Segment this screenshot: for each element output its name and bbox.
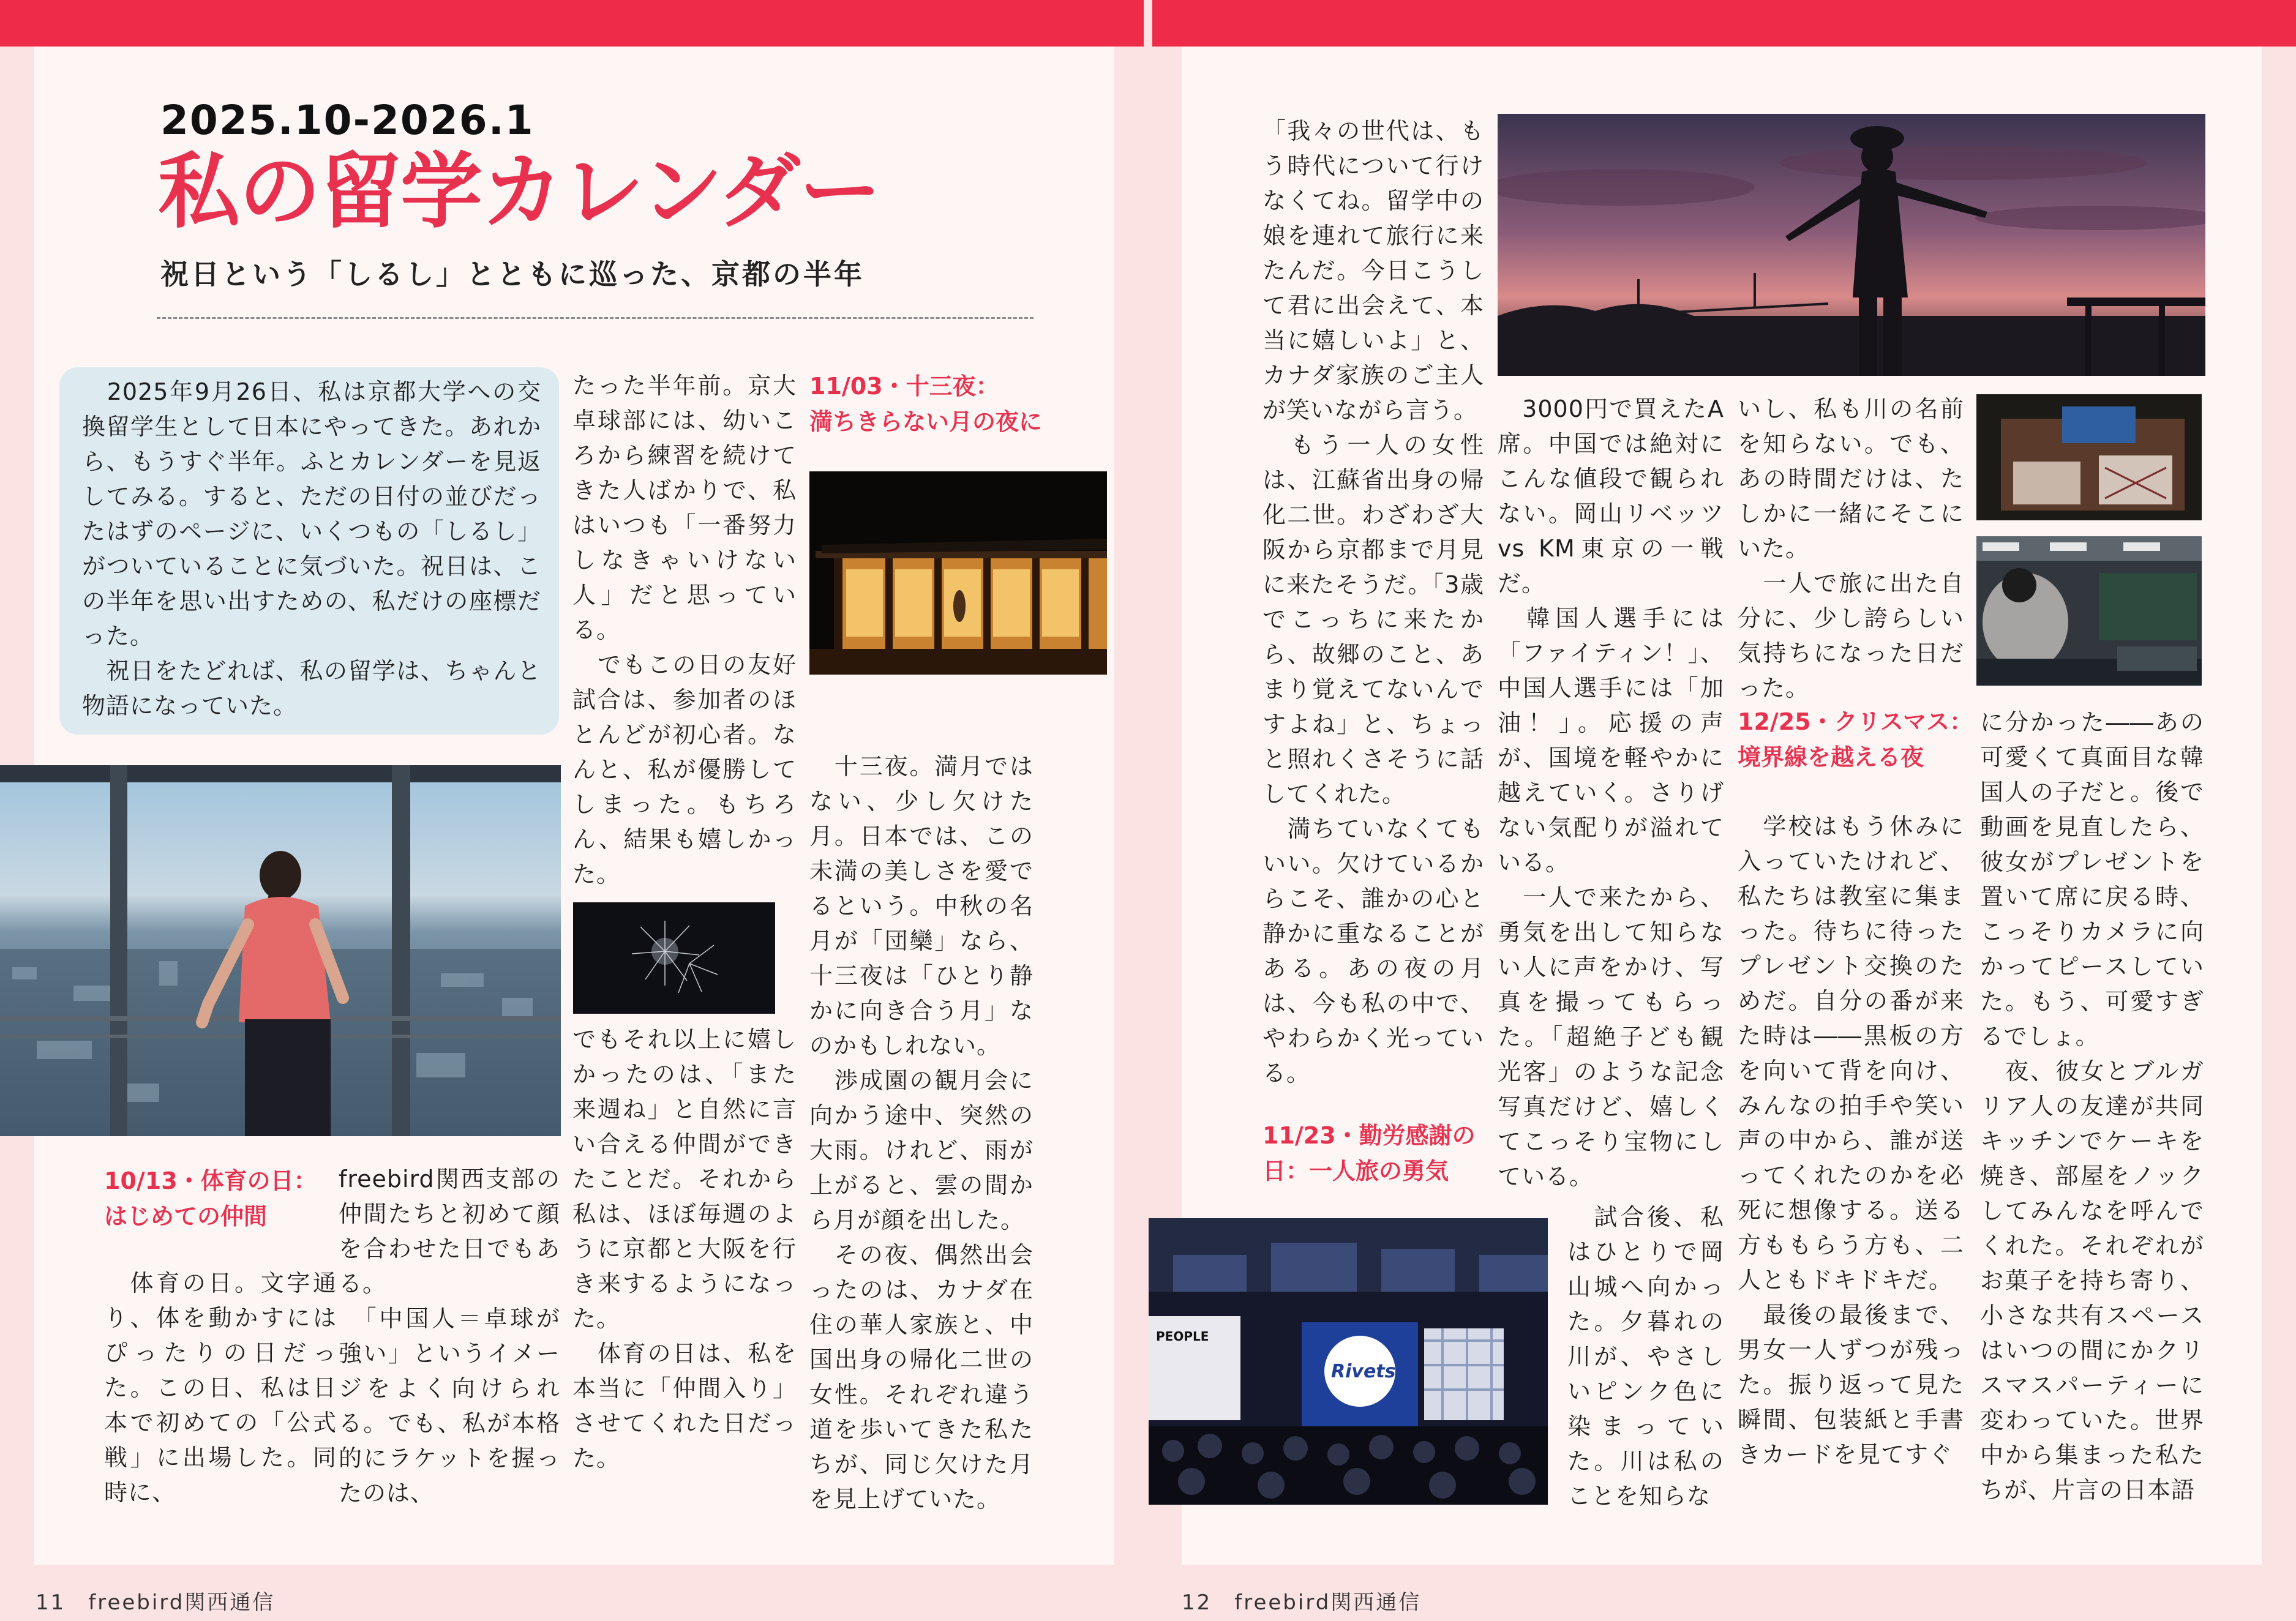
top-bar-left [0, 0, 1144, 47]
col-c2: でもそれ以上に嬉しかったのは、「また来週ね」と自然に言い合える仲間ができたことだ。それから私は、ほぼ毎週のように京都と大阪を行き来するようになった。 体育の日は、私を本当に「仲間入り」させてくれた日だった。 [572, 1026, 797, 1472]
footer-right: 12 freebird関西通信 [1182, 1590, 1422, 1615]
heading-1123: 11/23・勤労感謝の 日：一人旅の勇気 [1262, 1122, 1476, 1185]
heading-1103: 11/03・十三夜： 満ちきらない月の夜に [809, 373, 1043, 435]
col-d: 十三夜。満月ではない、少し欠けた月。日本では、この未満の美しさを愛でるという。中秋の名月が「団欒」なら、十三夜は「ひとり静かに向き合う月」なのかもしれない。 渉成園の観月会に向かう途中、突然の大雨。けれど、雨が上がると、雲の間から月が顔を出した。 その夜、偶然出会ったのは、カナダ在住の華人家族と、中国出身の帰化二世の女性。それぞれ違う道を歩いてきた私たちが、同じ欠けた月を見上げていた。 [809, 753, 1034, 1513]
col-a: 体育の日。文字通り、体を動かすにはぴったりの日だった。この日、私は日本で初めての「公式戦」に出場した。同時に、 [104, 1270, 337, 1506]
photo-tabletennis-arena [1149, 1218, 1548, 1505]
col-h2: 学校はもう休みに入っていたけれど、私たちは教室に集まった。待ちに待ったプレゼント交換のためだ。自分の番が来た時は――黒板の方を向いて背を向け、みんなの拍手や笑い声の中から、誰が送ってくれたのかを必死に想像する。送る方ももらう方も、二人ともドキドキだ。 最後の最後まで、男女一人ずつが残った。振り返って見た瞬間、包装紙と手書きカードを見てすぐ [1738, 813, 1964, 1468]
dashed-divider [157, 317, 1034, 319]
col-c1: たった半年前。京大卓球部には、幼いころから練習を続けてきた人ばかりで、私はいつも「一番努力しなきゃいけない人」だと思っている。 でもこの日の友好試合は、参加者のほとんどが初心者。なんと、私が優勝してしまった。もちろん、結果も嬉しかった。 [572, 372, 797, 888]
photo-classroom [1976, 536, 2202, 686]
heading-1013: 10/13・体育の日： はじめての仲間 [104, 1167, 317, 1230]
intro-text: 2025年9月26日、私は京都大学への交換留学生として日本にやってきた。あれから、もうすぐ半年。ふとカレンダーを見返してみる。すると、ただの日付の並びだったはずのページに、いくつもの「しるし」がついていることに気づいた。祝日は、この半年を思い出すための、私だけの座標だった。 祝日をたどれば、私の留学は、ちゃんと物語になっていた。 [82, 378, 541, 719]
page-title: 私の留学カレンダー [158, 144, 880, 239]
col-b: freebird関西支部の仲間たちと初めて顔を合わせた日でもある。 「中国人＝卓球が強い」というイメージをよく向けられる。でも、私が本格的にラケットを握ったのは、 [339, 1166, 560, 1507]
heading-1225: 12/25・クリスマス： 境界線を越える夜 [1738, 708, 1973, 771]
banner-people-text: PEOPLE [1156, 1329, 1209, 1344]
photo-dorm-table [1976, 394, 2202, 520]
banner-rivets-text: Rivets [1331, 1361, 1396, 1382]
col-e: 「我々の世代は、もう時代について行けなくてね。留学中の娘を連れて旅行に来たんだ。今日こうして君に出会えて、本当に嬉しいよ」と、カナダ家族のご主人が笑いながら言う。 もう一人の女性は、江蘇省出身の帰化二世。わざわざ大阪から京都まで月見に来たそうだ。「3歳でこっちに来たから、故郷のこと、あまり覚えてないんですよね」と、ちょっと照れくさそうに話してくれた。 満ちていなくてもいい。欠けているからこそ、誰かの心と静かに重なることがある。あの夜の月は、今も私の中で、やわらかく光っている。 [1262, 118, 1484, 1087]
footer-left: 11 freebird関西通信 [36, 1590, 276, 1615]
date-range: 2025.10-2026.1 [160, 97, 535, 144]
col-i: に分かった――あの可愛くて真面目な韓国人の子だと。後で動画を見直したら、彼女がプレゼントを置いて席に戻る時、こっそりカメラに向かってピースしていた。もう、可愛すぎるでしょ。 夜、彼女とブルガリア人の友達が共同キッチンでケーキを焼き、部屋をノックしてみんなを呼んでくれた。それぞれがお菓子を持ち寄り、小さな共有スペースはいつの間にかクリスマスパーティーに変わっていた。世界中から集まった私たちが、片言の日本語 [1980, 709, 2204, 1503]
photo-fireworks [573, 902, 775, 1014]
tagline: 祝日という「しるし」とともに巡った、京都の半年 [160, 258, 865, 291]
top-bar-right [1152, 0, 2296, 47]
col-g: 試合後、私はひとりで岡山城へ向かった。夕暮れの川が、やさしいピンク色に染まっていた。川は私のことを知らな [1567, 1204, 1724, 1510]
photo-sunset-silhouette [1498, 114, 2205, 376]
photo-moon-viewing [809, 471, 1107, 675]
col-f: 3000円で買えたA席。中国では絶対にこんな値段で観られない。岡山リベッツvs KM東京の一戦だ。 韓国人選手には「ファイティン！」、中国人選手には「加油！」。応援の声が、国境を軽やかに越えていく。さりげない気配りが溢れている。 一人で来たから、勇気を出して知らない人に声をかけ、写真を撮ってもらった。「超絶子ども観光客」のような記念写真だけど、嬉しくてこっそり宝物にしている。 [1498, 395, 1724, 1190]
col-h1: いし、私も川の名前を知らない。でも、あの時間だけは、たしかに一緒にそこにいた。 一人で旅に出た自分に、少し誇らしい気持ちになった日だった。 [1738, 395, 1964, 702]
photo-observation-deck [0, 765, 561, 1136]
